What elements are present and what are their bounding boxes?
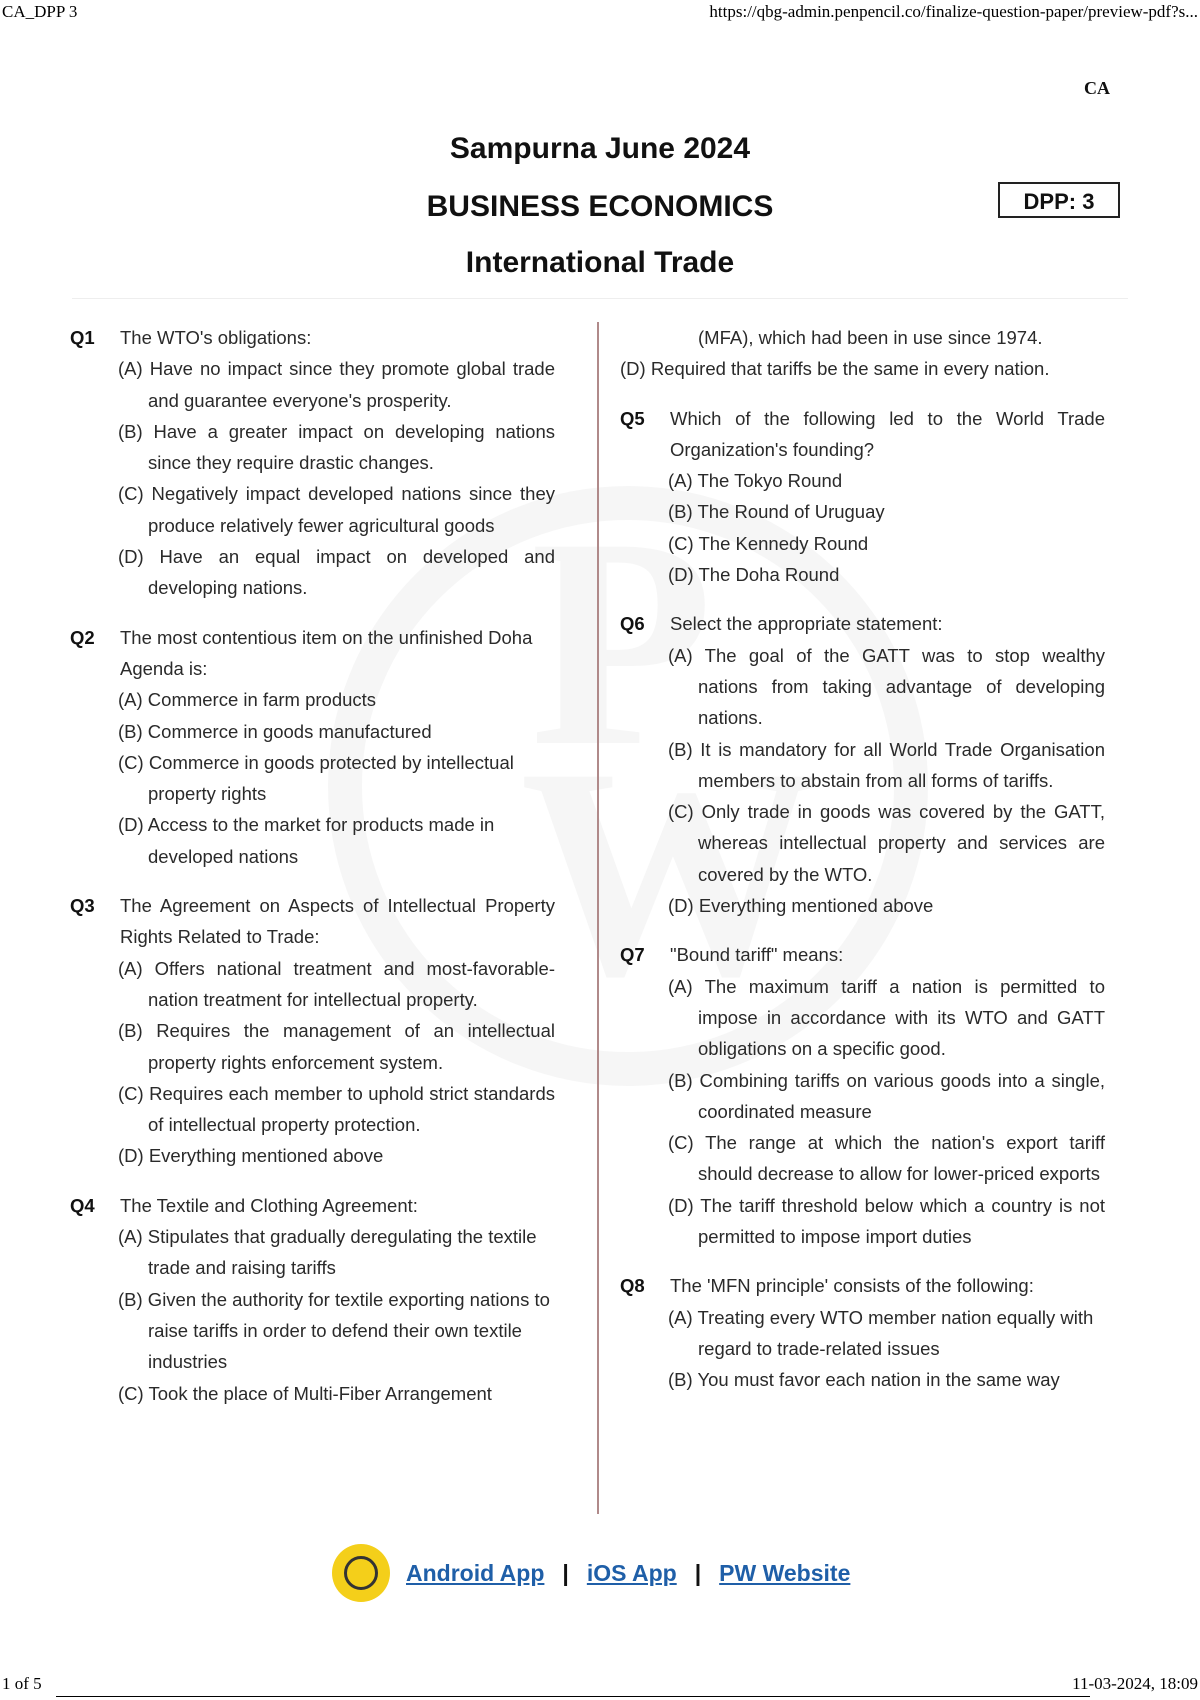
question-stem: The WTO's obligations: [120,327,312,348]
question-option: (C) The Kennedy Round [668,532,869,554]
browser-url[interactable]: https://qbg-admin.penpencil.co/finalize-question-paper/preview-pdf?s... [709,2,1198,21]
question-option: (A) Stipulates that gradually deregulating the textile trade and raising tariffs [118,1226,537,1279]
question-option: (B) Given the authority for textile exporting nations to raise tariffs in order to defend their own textile industries [118,1288,550,1373]
question-option: (D) Access to the market for products made in developed nations [118,814,495,867]
corner-tag: CA [1084,78,1110,98]
question [620,403,1105,591]
question-option: (B) You must favor each nation in the same way [668,1369,1060,1391]
footer-links [332,1543,850,1603]
question-option: (D) The Doha Round [668,564,840,586]
customer-support-icon[interactable] [332,1544,390,1602]
question [70,1190,555,1409]
question-option: (B) Commerce in goods manufactured [118,720,432,742]
question-stem: "Bound tariff" means: [670,944,844,966]
question-option: (D) Everything mentioned above [668,895,934,917]
question-option: (A) Commerce in farm products [118,689,377,711]
print-timestamp: 11-03-2024, 18:09 [1072,1674,1198,1693]
question-option: (B) Combining tariffs on various goods into a single, coordinated measure [668,1069,1105,1122]
question-option: (B) The Round of Uruguay [668,501,885,523]
column-divider [597,322,599,1514]
question-option: (C) Took the place of Multi-Fiber Arrangement [118,1382,492,1404]
question-option: (A) Offers national treatment and most-favorable-nation treatment for intellectual property. [118,957,555,1010]
question [620,608,1105,921]
subject-title: BUSINESS ECONOMICS [426,190,774,223]
right-column [620,322,1105,1414]
question-stem: The 'MFN principle' consists of the following: [670,1275,1034,1297]
question-option: (B) Requires the management of an intellectual property rights enforcement system. [118,1020,555,1073]
question-number: Q1 [70,327,95,348]
question-number: Q3 [70,895,95,917]
question-option: (B) It is mandatory for all World Trade Organisation members to abstain from all forms of tariffs. [668,738,1105,791]
question-option: (C) The range at which the nation's export tariff should decrease to allow for lower-priced exports [668,1132,1105,1185]
ios-app-link[interactable]: iOS App [586,1559,677,1586]
question-number: Q5 [620,407,645,429]
question-option: (D) Have an equal impact on developed and developing nations. [118,546,555,599]
question-stem: The Textile and Clothing Agreement: [120,1194,418,1216]
pw-website-link[interactable]: PW Website [719,1559,851,1586]
question [70,322,555,604]
dpp-badge: DPP: 3 [998,182,1120,218]
question-number: Q7 [620,944,645,966]
question [620,1270,1105,1395]
browser-tab-title: CA_DPP 3 [2,2,78,21]
question-number: Q8 [620,1275,645,1297]
question-option: (A) The goal of the GATT was to stop wealthy nations from taking advantage of developing nations. [668,644,1105,729]
question-option: (A) Treating every WTO member nation equally with regard to trade-related issues [668,1306,1094,1359]
question-stem: Which of the following led to the World Trade Organization's founding? [670,407,1105,460]
question-option: (C) Only trade in goods was covered by the GATT, whereas intellectual property and services are covered by the WTO. [668,801,1105,885]
question-number: Q2 [70,626,95,648]
question-option: (A) The Tokyo Round [668,470,843,492]
question-option: (C) Requires each member to uphold strict standards of intellectual property protection. [118,1082,555,1136]
header-divider [72,298,1128,299]
question-number: Q4 [70,1194,95,1216]
question [70,622,555,872]
android-app-link[interactable]: Android App [406,1559,545,1586]
question-stem: The most contentious item on the unfinished Doha Agenda is: [120,626,533,679]
link-separator: | [562,1559,569,1586]
question-option: (C) Commerce in goods protected by intellectual property rights [118,751,514,805]
page-number: 1 of 5 [2,1674,42,1693]
question-option: (C) Negatively impact developed nations since they produce relatively fewer agricultural goods [118,483,555,536]
question [70,890,555,1172]
question-option: (D) The tariff threshold below which a country is not permitted to impose import duties [668,1194,1105,1248]
question-stem: The Agreement on Aspects of Intellectual Property Rights Related to Trade: [120,895,555,948]
question-option: (D) Everything mentioned above [118,1145,384,1167]
left-column [70,322,555,1427]
question-stem: Select the appropriate statement: [670,613,943,635]
question [620,939,1105,1252]
question-option: (B) Have a greater impact on developing nations since they require drastic changes. [118,420,555,474]
batch-title: Sampurna June 2024 [449,132,751,165]
print-footer-rule [56,1696,1090,1697]
question-option: (A) The maximum tariff a nation is permitted to impose in accordance with its WTO and GATT obligations on a specific good. [668,975,1105,1060]
question-number: Q6 [620,613,645,635]
question-option: (D) Required that tariffs be the same in every nation. [620,358,1050,380]
link-separator: | [694,1559,702,1586]
q4-option-c-continued: (MFA), which had been in use since 1974. [698,327,1043,348]
question-option: (A) Have no impact since they promote global trade and guarantee everyone's prosperity. [118,358,555,411]
chapter-title: International Trade [465,246,735,279]
